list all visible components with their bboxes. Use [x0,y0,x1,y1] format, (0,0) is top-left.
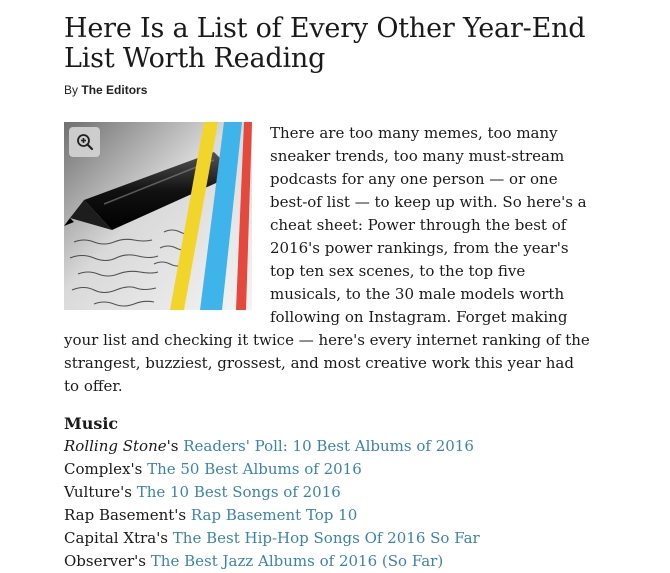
list-source: Vulture [64,483,121,501]
section-heading-music: Music [64,414,119,433]
intro-paragraph: There are too many memes, too many sneaker trends, too many must-stream podcasts for any one person — or one best-of list — to keep up with. So here's a cheat sheet: Power through the best of 2016's power rankings, from the year's top ten sex scenes, to the top five musicals, to the 30 male models worth following on Instagram. Forget making your list and checking it twice — here's every internet ranking of the strangest, buzziest, grossest, and most creative work this year had to offer. [64,124,590,395]
list-source-suffix: 's [134,552,146,570]
list-item [64,527,592,550]
list-link[interactable]: The 50 Best Albums of 2016 [147,460,362,478]
list-source: Complex [64,460,131,478]
list-item [64,435,592,458]
zoom-button[interactable] [69,127,100,157]
list-source-suffix: 's [166,437,179,455]
list-source-suffix: 's [120,483,132,501]
list-source-suffix: 's [174,506,187,524]
byline-author[interactable]: The Editors [81,83,148,97]
list-item [64,481,592,504]
list-link[interactable]: The Best Jazz Albums of 2016 (So Far) [150,552,444,570]
article-body [64,122,592,573]
list-item [64,504,592,527]
list-link[interactable]: The 10 Best Songs of 2016 [136,483,341,501]
zoom-in-icon [76,133,94,151]
list-link[interactable]: Readers' Poll: 10 Best Albums of 2016 [183,437,474,455]
list-source: Rap Basement [64,506,175,524]
list-source-suffix: 's [156,529,169,547]
hero-image[interactable] [64,122,252,310]
list-link[interactable]: The Best Hip-Hop Songs Of 2016 So Far [172,529,480,547]
list-item [64,550,592,573]
byline [64,83,147,97]
music-link-list [64,435,592,573]
article-title: Here Is a List of Every Other Year-End List Worth Reading [64,13,586,74]
list-link[interactable]: Rap Basement Top 10 [190,506,358,524]
list-source-suffix: 's [130,460,143,478]
list-source: Observer [64,552,135,570]
list-source: Capital Xtra [64,529,157,547]
list-source: Rolling Stone [64,437,167,455]
byline-prefix: By [64,83,79,97]
list-item [64,458,592,481]
